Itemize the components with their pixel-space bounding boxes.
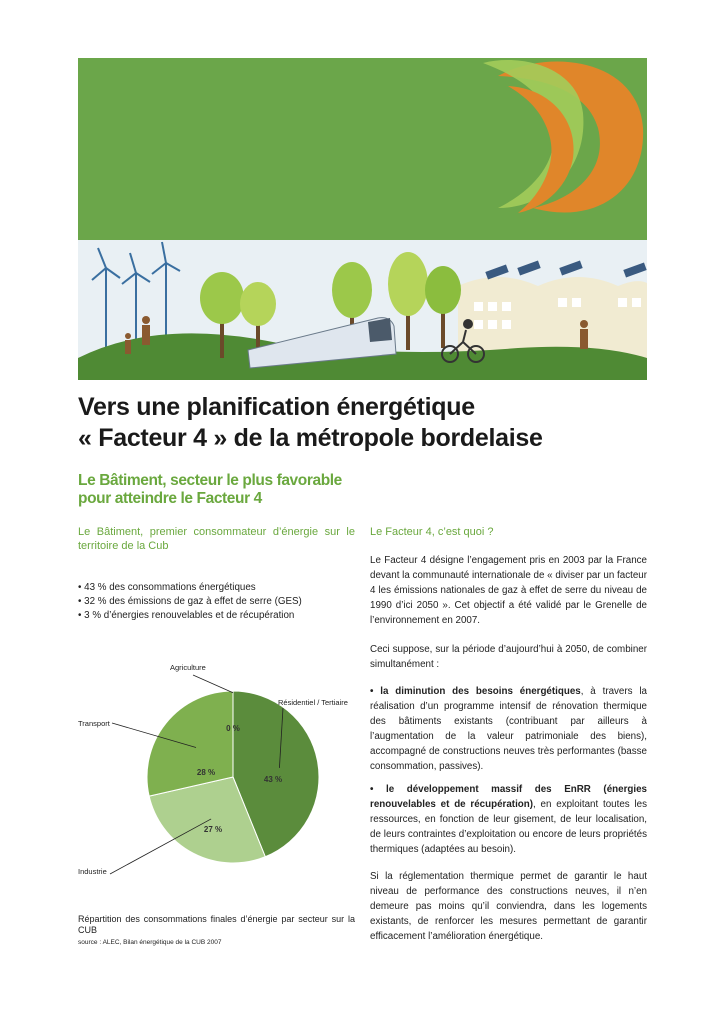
leader-line-agriculture xyxy=(193,675,233,693)
left-column xyxy=(78,525,355,623)
pie-slice-transport xyxy=(147,691,233,796)
slice-label-r-sidentiel-tertiaire: Résidentiel / Tertiaire xyxy=(278,698,348,707)
right-section-heading: Le Facteur 4, c’est quoi ? xyxy=(370,526,494,538)
left-section-heading: Le Bâtiment, premier consommateur d’énergie sur le territoire de la Cub xyxy=(78,526,355,552)
header-illustration xyxy=(78,58,647,380)
chart-source: source : ALEC, Bilan énergétique de la CUB 2007 xyxy=(78,939,222,946)
slice-value-transport: 28 % xyxy=(196,768,216,777)
title-line-2: « Facteur 4 » de la métropole bordelaise xyxy=(78,424,543,452)
energy-pie-chart xyxy=(78,655,358,895)
bullet-renewables-text: , en exploitant toutes les ressources, en fonction de leur gisement, de leur localisation, de leurs contraintes d’exploitation ou encore de leurs propriétés thermiques (adaptées au besoin). xyxy=(370,799,647,855)
list-item: • 3 % d’énergies renouvelables et de récupération xyxy=(78,610,295,621)
right-column xyxy=(370,525,647,944)
subtitle-line-1: Le Bâtiment, secteur le plus favorable xyxy=(78,472,342,489)
bullet-renewables xyxy=(370,782,647,857)
page-subtitle xyxy=(78,472,378,508)
slice-label-transport: Transport xyxy=(78,719,110,728)
slice-value-industrie: 27 % xyxy=(203,825,223,834)
bullet-reduction-text: , à travers la réalisation d’un programme intensif de rénovation thermique des bâtiments existants (contribuant par ailleurs à l’augmentation de la valeur patrimoniale des biens), accompagné de constructions neuves très performantes (basse consommation, passives). xyxy=(370,686,648,772)
bullet-reduction xyxy=(370,684,647,774)
bullet-reduction-title: • la diminution des besoins énergétiques xyxy=(370,686,581,697)
bullet-renewables-title: • le développement massif des EnRR (énergies renouvelables et de récupération) xyxy=(370,784,647,810)
paragraph-conclusion: Si la réglementation thermique permet de garantir le haut niveau de performance des constructions neuves, il n’en demeure pas moins qu’il conviendra, dans les logements existants, de renforcer les mesures permettant de garantir efficacement l’amélioration énergétique. xyxy=(370,871,647,942)
chart-caption: Répartition des consommations finales d’énergie par secteur sur la CUB xyxy=(78,914,355,935)
paragraph-definition: Le Facteur 4 désigne l’engagement pris en 2003 par la France devant la communauté internationale de « diviser par un facteur 4 les émissions nationales de gaz à effet de serre du niveau de 1990 d’ici 2050 ». Cet objectif a été validé par le Grenelle de l’environnement en 2007. xyxy=(370,555,647,626)
slice-label-agriculture: Agriculture xyxy=(170,663,206,672)
slice-label-industrie: Industrie xyxy=(78,867,107,876)
paragraph-intro: Ceci suppose, sur la période d’aujourd’hui à 2050, de combiner simultanément : xyxy=(370,644,647,670)
slice-value-agriculture: 0 % xyxy=(226,724,240,733)
list-item: • 32 % des émissions de gaz à effet de serre (GES) xyxy=(78,596,302,607)
key-figures-list xyxy=(78,581,355,623)
slice-value-r-sidentiel-tertiaire: 43 % xyxy=(263,775,283,784)
title-line-1: Vers une planification énergétique xyxy=(78,393,475,421)
list-item: • 43 % des consommations énergétiques xyxy=(78,582,256,593)
page-title xyxy=(78,392,678,454)
subtitle-line-2: pour atteindre le Facteur 4 xyxy=(78,490,262,507)
